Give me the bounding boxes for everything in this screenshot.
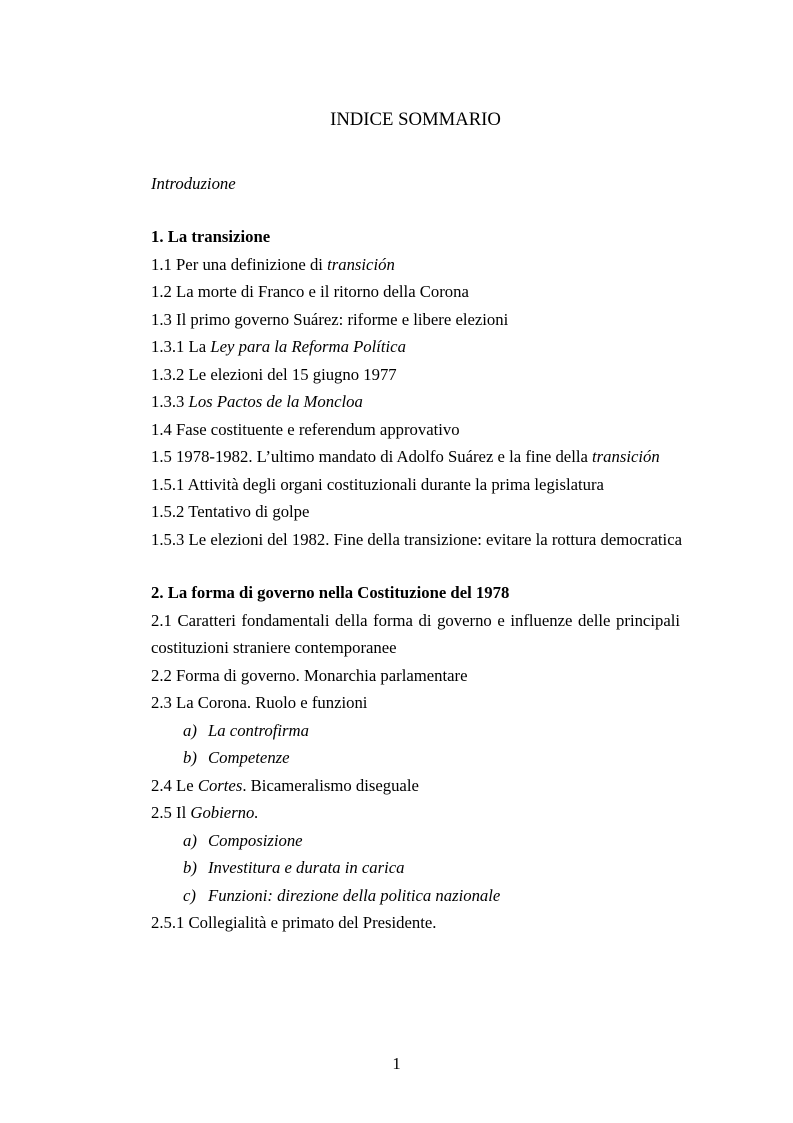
toc-text: 1.3.1 La: [151, 337, 211, 356]
toc-letter-label: a): [183, 720, 197, 740]
toc-letter-item: [151, 744, 680, 772]
toc-item: [151, 498, 680, 526]
toc-text: 1.5.2 Tentativo di golpe: [151, 502, 310, 521]
toc-letter-label: b): [183, 858, 197, 877]
toc-text-italic: Los Pactos de la Moncloa: [188, 392, 363, 411]
toc-section-heading: [151, 223, 680, 251]
toc-item: [151, 251, 680, 279]
toc-text: 1.3.3: [151, 392, 189, 411]
toc-text-italic: La controfirma: [208, 720, 309, 740]
toc-text-italic: Competenze: [208, 748, 290, 767]
toc-item: [151, 333, 680, 361]
toc-item-wrapped: [151, 607, 680, 662]
toc-text: 1. La transizione: [151, 227, 271, 246]
toc-intro: Introduzione: [151, 173, 236, 193]
toc-item: [151, 689, 680, 717]
toc-text: 1.5 1978-1982. L’ultimo mandato di Adolfo Suárez e la fine della: [151, 447, 593, 466]
page-number: 1: [392, 1054, 401, 1073]
toc-letter-label: c): [183, 885, 196, 905]
toc-item: [151, 388, 680, 416]
toc-text-italic: Cortes: [197, 775, 243, 795]
toc-text: . Bicameralismo diseguale: [242, 775, 419, 795]
toc-item-line: [151, 634, 680, 662]
toc-text-italic: Investitura e durata in carica: [208, 858, 405, 877]
toc-text: 1.4 Fase costituente e referendum approvativo: [151, 419, 460, 439]
toc-item: [151, 772, 680, 800]
toc-item: [151, 799, 680, 827]
toc-text: 2.1 Caratteri fondamentali della forma di governo e influenze delle principali: [151, 610, 680, 630]
toc-text: 2.5 Il: [151, 803, 191, 822]
toc-item: [151, 526, 683, 554]
toc-item: [151, 361, 680, 389]
toc-text: 1.2 La morte di Franco e il ritorno della Corona: [151, 282, 469, 301]
toc-text: 1.5.3 Le elezioni del 1982. Fine della transizione: evitare la rottura democratica: [151, 529, 683, 549]
toc-letter-label: a): [183, 830, 197, 850]
toc-text-italic: Funzioni: direzione della politica nazionale: [208, 885, 501, 905]
toc-item: [151, 306, 680, 334]
toc-letter-item: [151, 854, 680, 882]
toc-item: [151, 278, 680, 306]
toc-list: [151, 223, 683, 937]
toc-text: 2.5.1 Collegialità e primato del Presidente.: [151, 913, 437, 932]
toc-text: 1.5.1 Attività degli organi costituzionali durante la prima legislatura: [151, 474, 604, 494]
toc-item-line: [151, 607, 680, 635]
toc-text: 2. La forma di governo nella Costituzione del 1978: [151, 583, 510, 602]
toc-text: costituzioni straniere contemporanee: [151, 638, 397, 657]
toc-text: 2.3 La Corona. Ruolo e funzioni: [151, 693, 368, 712]
toc-item: [151, 471, 680, 499]
toc-text: 2.2 Forma di governo. Monarchia parlamentare: [151, 665, 468, 685]
toc-letter-item: [151, 717, 680, 745]
toc-text: 2.4 Le: [151, 775, 198, 795]
toc-text-italic: Composizione: [208, 830, 303, 850]
toc-letter-label: b): [183, 748, 197, 767]
toc-item: [151, 416, 680, 444]
toc-item: [151, 662, 680, 690]
toc-section-heading: [151, 579, 680, 607]
toc-text: 1.1 Per una definizione di: [151, 254, 328, 274]
toc-item: [151, 909, 680, 937]
toc-letter-item: [151, 827, 680, 855]
page-title: INDICE SOMMARIO: [330, 109, 501, 130]
toc-text-italic: Ley para la Reforma Política: [210, 337, 406, 356]
toc-text: 1.3 Il primo governo Suárez: riforme e libere elezioni: [151, 309, 509, 329]
toc-text-italic: transición: [327, 254, 395, 274]
toc-item: [151, 443, 680, 471]
toc-letter-item: [151, 882, 680, 910]
toc-text-italic: Gobierno.: [190, 803, 259, 822]
toc-text: 1.3.2 Le elezioni del 15 giugno 1977: [151, 364, 397, 384]
toc-text-italic: transición: [592, 447, 660, 466]
